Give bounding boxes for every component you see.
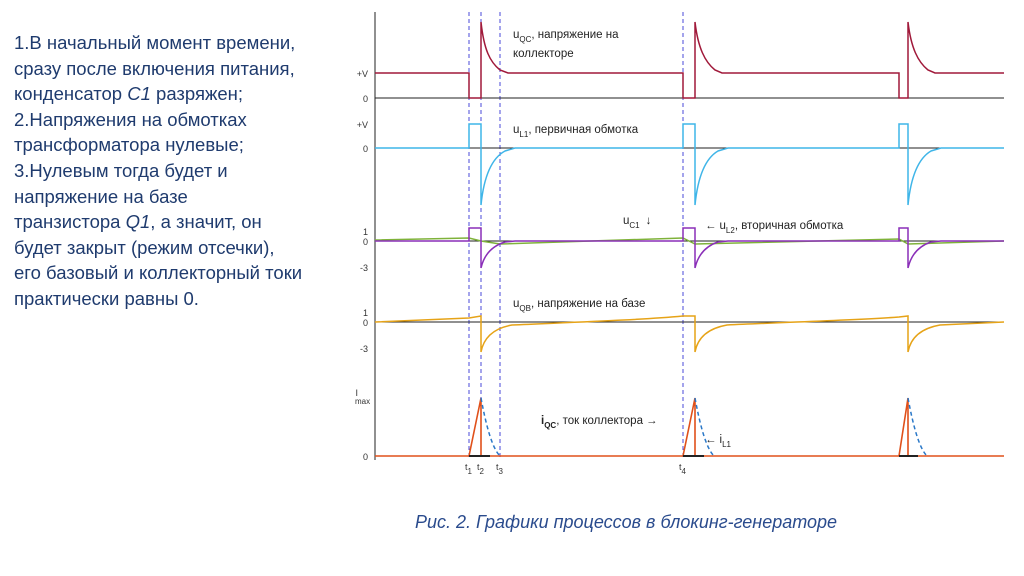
- u-l1-trace: [375, 124, 1004, 205]
- text-segment: Q1: [125, 211, 151, 233]
- figure-caption: Рис. 2. Графики процессов в блокинг-генераторе: [415, 512, 838, 532]
- panel3-tick-minus3: -3: [359, 263, 368, 273]
- text-segment: будет закрыт (режим отсечки),: [14, 236, 275, 258]
- text-segment: его базовый и коллекторный токи: [14, 262, 303, 284]
- panel4-tick-zero: 0: [362, 318, 368, 328]
- u-qb-label: $u_{QB}$, напряжение на базе: [513, 298, 646, 313]
- panel2-tick-plusv: +V: [356, 120, 368, 130]
- text-segment: трансформатора нулевые;: [14, 134, 244, 156]
- text-segment: C1: [127, 83, 151, 105]
- text-segment: 3.Нулевым тогда будет и: [14, 159, 228, 181]
- panel1-tick-zero: 0: [362, 94, 368, 104]
- time-label-t3: t3: [496, 462, 503, 476]
- u-qc-label: $u_{QC}$, напряжение на: [513, 29, 619, 44]
- panel3-tick-zero: 0: [362, 237, 368, 247]
- time-label-t1: t1: [465, 462, 472, 476]
- panel4-tick-one: 1: [362, 308, 368, 318]
- u-qc-label-line2: коллекторе: [513, 48, 574, 60]
- panel5-tick-imax: I max: [355, 388, 371, 406]
- text-segment: напряжение на базе: [14, 185, 188, 207]
- u-l2-trace: [375, 228, 1004, 268]
- i-qc-label: $i_{QC}$, ток коллектора →: [541, 415, 658, 430]
- u-l1-label: $u_{L1}$, первичная обмотка: [513, 124, 639, 139]
- panel5-tick-zero: 0: [362, 452, 368, 462]
- text-segment: разряжен;: [150, 83, 244, 105]
- u-l2-label: ← $u_{L2}$, вторичная обмотка: [705, 220, 844, 235]
- text-segment: 1.В начальный момент времени,: [14, 32, 296, 53]
- text-segment: транзистора: [14, 211, 126, 233]
- text-segment: практически равны 0.: [14, 287, 199, 309]
- panel4-tick-minus3: -3: [359, 344, 368, 354]
- panel1-tick-plusv: +V: [356, 69, 368, 79]
- text-segment: 2.Напряжения на обмотках: [14, 108, 247, 130]
- text-segment: , а значит, он: [150, 211, 262, 233]
- text-segment: сразу после включения питания,: [14, 57, 295, 79]
- text-segment: конденсатор: [14, 83, 128, 105]
- panel2-tick-zero: 0: [362, 144, 368, 154]
- i-l1-label: ← $i_{L1}$: [705, 434, 731, 449]
- u-c1-label: $u_{C1}$ ↓: [623, 215, 652, 230]
- time-label-t4: t4: [679, 462, 686, 476]
- time-label-t2: t2: [477, 462, 484, 476]
- panel3-tick-one: 1: [362, 227, 368, 237]
